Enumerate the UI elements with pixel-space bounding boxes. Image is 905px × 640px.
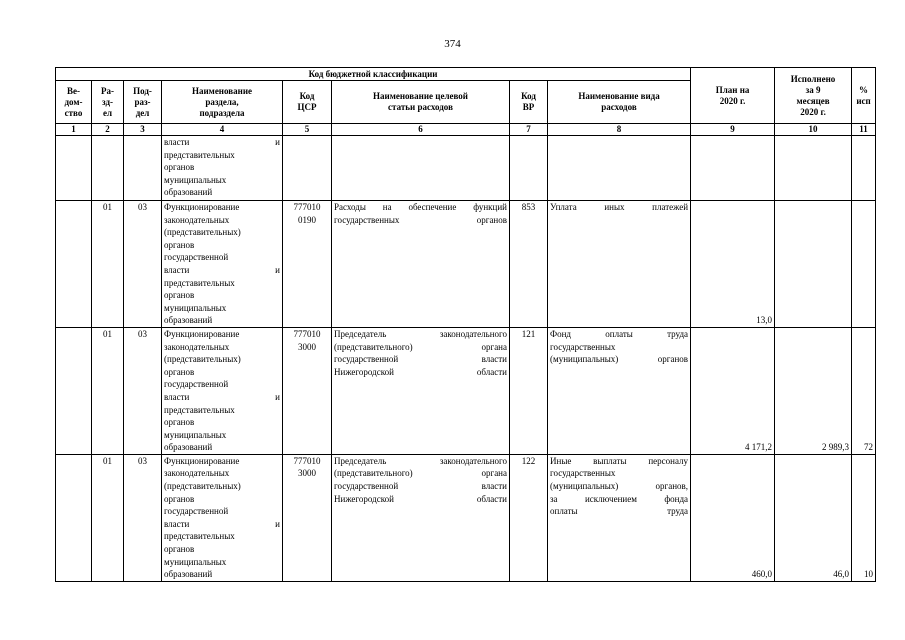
table-row (56, 136, 876, 201)
percent-cell: 72 (852, 327, 876, 454)
col-header-2: Ра- зд- ел (92, 81, 124, 124)
classification-group-header: Код бюджетной классификации (56, 68, 691, 81)
target-article-cell (332, 136, 510, 201)
podrazdel-cell: 03 (124, 201, 162, 328)
column-number-10: 10 (775, 124, 852, 136)
razdel-cell: 01 (92, 201, 124, 328)
col-header-6: Наименование целевой статьи расходов (332, 81, 510, 124)
table-row (56, 454, 876, 581)
ved-cell (56, 454, 92, 581)
expense-kind-cell (548, 136, 691, 201)
col-header-5: Код ЦСР (283, 81, 332, 124)
csr-code-cell: 777010 3000 (283, 454, 332, 581)
table-row (56, 327, 876, 454)
column-number-11: 11 (852, 124, 876, 136)
executed-cell (775, 201, 852, 328)
section-name-cell: Функционирование законодательных (представительных) органов государственной власти и представительных органов муниципальных образований (162, 327, 283, 454)
section-name-cell: власти и представительных органов муниципальных образований (162, 136, 283, 201)
executed-cell: 46,0 (775, 454, 852, 581)
column-number-5: 5 (283, 124, 332, 136)
section-name-cell: Функционирование законодательных (представительных) органов государственной власти и представительных органов муниципальных образований (162, 201, 283, 328)
vr-code-cell: 121 (510, 327, 548, 454)
plan-cell: 4 171,2 (691, 327, 775, 454)
executed-cell (775, 136, 852, 201)
col-header-9: План на 2020 г. (691, 68, 775, 124)
col-header-4: Наименование раздела, подраздела (162, 81, 283, 124)
plan-cell (691, 136, 775, 201)
ved-cell (56, 201, 92, 328)
column-number-6: 6 (332, 124, 510, 136)
vr-code-cell (510, 136, 548, 201)
column-number-row (56, 124, 876, 136)
vr-code-cell: 853 (510, 201, 548, 328)
podrazdel-cell: 03 (124, 454, 162, 581)
column-number-3: 3 (124, 124, 162, 136)
column-number-2: 2 (92, 124, 124, 136)
percent-cell: 10 (852, 454, 876, 581)
target-article-cell: Председатель законодательного (представительного) органа государственной власти Нижегородской области (332, 454, 510, 581)
budget-table (55, 67, 876, 582)
percent-cell (852, 201, 876, 328)
podrazdel-cell (124, 136, 162, 201)
ved-cell (56, 136, 92, 201)
plan-cell: 13,0 (691, 201, 775, 328)
vr-code-cell: 122 (510, 454, 548, 581)
target-article-cell: Председатель законодательного (представительного) органа государственной власти Нижегородской области (332, 327, 510, 454)
plan-cell: 460,0 (691, 454, 775, 581)
column-number-8: 8 (548, 124, 691, 136)
column-number-1: 1 (56, 124, 92, 136)
column-number-9: 9 (691, 124, 775, 136)
csr-code-cell: 777010 0190 (283, 201, 332, 328)
expense-kind-cell: Фонд оплаты труда государственных (муниципальных) органов (548, 327, 691, 454)
expense-kind-cell: Уплата иных платежей (548, 201, 691, 328)
table-row (56, 201, 876, 328)
section-name-cell: Функционирование законодательных (представительных) органов государственной власти и представительных органов муниципальных образований (162, 454, 283, 581)
col-header-8: Наименование вида расходов (548, 81, 691, 124)
col-header-10: Исполнено за 9 месяцев 2020 г. (775, 68, 852, 124)
expense-kind-cell: Иные выплаты персоналу государственных (муниципальных) органов, за исключением фонда оплаты труда (548, 454, 691, 581)
razdel-cell (92, 136, 124, 201)
column-number-4: 4 (162, 124, 283, 136)
table-body (56, 136, 876, 582)
col-header-3: Под- раз- дел (124, 81, 162, 124)
col-header-11: % исп (852, 68, 876, 124)
col-header-1: Ве- дом- ство (56, 81, 92, 124)
page-number: 374 (444, 38, 461, 50)
column-number-7: 7 (510, 124, 548, 136)
podrazdel-cell: 03 (124, 327, 162, 454)
razdel-cell: 01 (92, 327, 124, 454)
csr-code-cell (283, 136, 332, 201)
target-article-cell: Расходы на обеспечение функций государственных органов (332, 201, 510, 328)
csr-code-cell: 777010 3000 (283, 327, 332, 454)
col-header-7: Код ВР (510, 81, 548, 124)
ved-cell (56, 327, 92, 454)
executed-cell: 2 989,3 (775, 327, 852, 454)
razdel-cell: 01 (92, 454, 124, 581)
header-group-row (56, 68, 876, 81)
percent-cell (852, 136, 876, 201)
